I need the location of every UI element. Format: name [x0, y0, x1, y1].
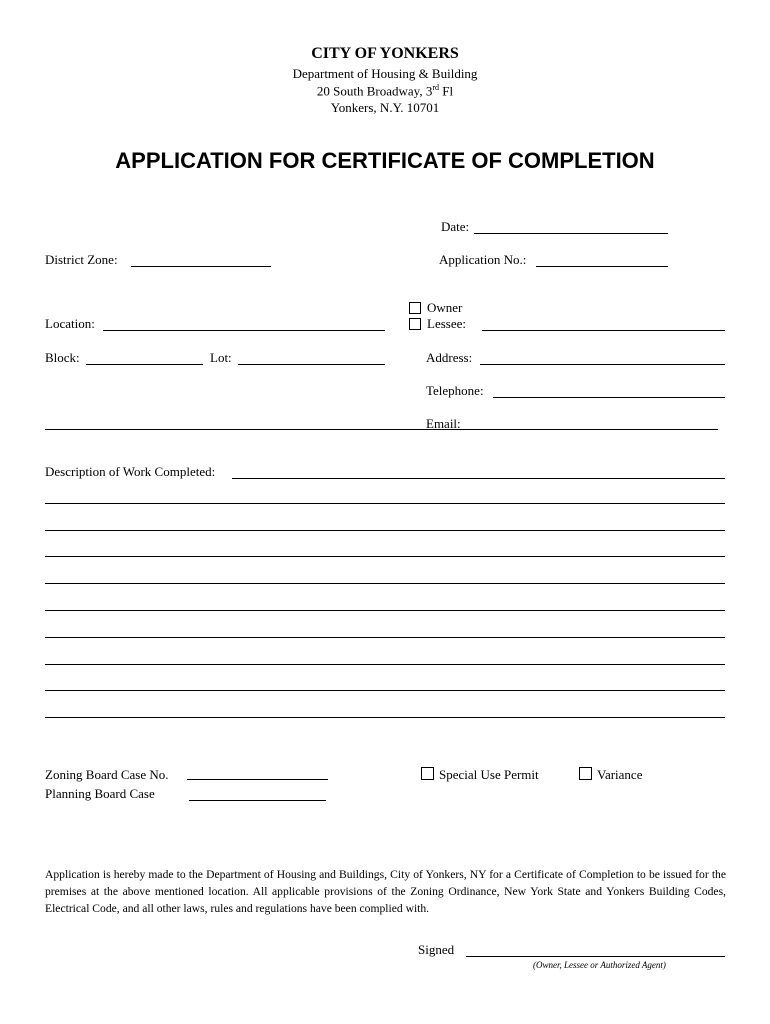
special-use-permit-checkbox[interactable]	[421, 767, 434, 780]
address-floor: Fl	[439, 83, 454, 99]
variance-checkbox[interactable]	[579, 767, 592, 780]
lessee-field[interactable]	[482, 316, 725, 331]
owner-label: Owner	[427, 300, 463, 315]
description-line[interactable]	[45, 542, 725, 557]
signature-field[interactable]	[466, 942, 725, 957]
description-line[interactable]	[45, 650, 725, 665]
district-zone-field[interactable]	[131, 252, 271, 267]
description-line[interactable]	[45, 703, 725, 718]
department-city-state: Yonkers, N.Y. 10701	[330, 100, 440, 115]
description-line[interactable]	[45, 516, 725, 531]
email-field[interactable]	[420, 415, 718, 430]
lessee-label: Lessee:	[427, 316, 466, 331]
lot-label: Lot:	[210, 350, 232, 365]
special-use-permit-label: Special Use Permit	[439, 767, 539, 782]
owner-checkbox[interactable]	[409, 302, 421, 314]
city-name: CITY OF YONKERS	[311, 45, 459, 62]
lot-field[interactable]	[238, 350, 385, 365]
description-line[interactable]	[45, 489, 725, 504]
description-label: Description of Work Completed:	[45, 464, 216, 479]
telephone-label: Telephone:	[426, 383, 484, 398]
address-floor-suffix: rd	[432, 83, 439, 92]
department-name: Department of Housing & Building	[292, 66, 478, 81]
block-field[interactable]	[86, 350, 203, 365]
application-no-field[interactable]	[536, 252, 668, 267]
description-line[interactable]	[45, 596, 725, 611]
location-field[interactable]	[103, 316, 385, 331]
description-line[interactable]	[45, 569, 725, 584]
date-label: Date:	[441, 219, 470, 234]
description-line[interactable]	[45, 676, 725, 691]
signed-label: Signed	[418, 942, 455, 957]
planning-board-label: Planning Board Case	[45, 786, 155, 801]
address-street: 20 South Broadway, 3	[316, 83, 433, 99]
variance-label: Variance	[597, 767, 643, 782]
description-line[interactable]	[45, 623, 725, 638]
declaration-text: Application is hereby made to the Department of Housing and Buildings, City of Yonkers, NY for a Certificate of Completion to be issued for the premises at the above mentioned location. All applicable provisions of the Zoning Ordinance, New York State and Yonkers Building Codes, Electrical Code, and all other laws, rules and regulations have been complied with.	[45, 868, 726, 915]
district-zone-label: District Zone:	[45, 252, 118, 267]
signature-caption: (Owner, Lessee or Authorized Agent)	[533, 960, 666, 970]
location-label: Location:	[45, 316, 95, 331]
form-title: APPLICATION FOR CERTIFICATE OF COMPLETION	[115, 148, 655, 173]
lessee-checkbox[interactable]	[409, 318, 421, 330]
planning-board-field[interactable]	[189, 786, 326, 801]
telephone-field[interactable]	[493, 383, 725, 398]
date-field[interactable]	[474, 219, 668, 234]
description-line[interactable]	[232, 464, 725, 479]
zoning-board-field[interactable]	[187, 765, 328, 780]
email-label: Email:	[426, 416, 461, 431]
block-label: Block:	[45, 350, 80, 365]
address-label: Address:	[426, 350, 473, 365]
department-address	[0, 83, 770, 99]
zoning-board-label: Zoning Board Case No.	[45, 767, 169, 782]
address-field[interactable]	[480, 350, 725, 365]
location-continuation-field[interactable]	[45, 415, 420, 430]
application-no-label: Application No.:	[439, 252, 527, 267]
